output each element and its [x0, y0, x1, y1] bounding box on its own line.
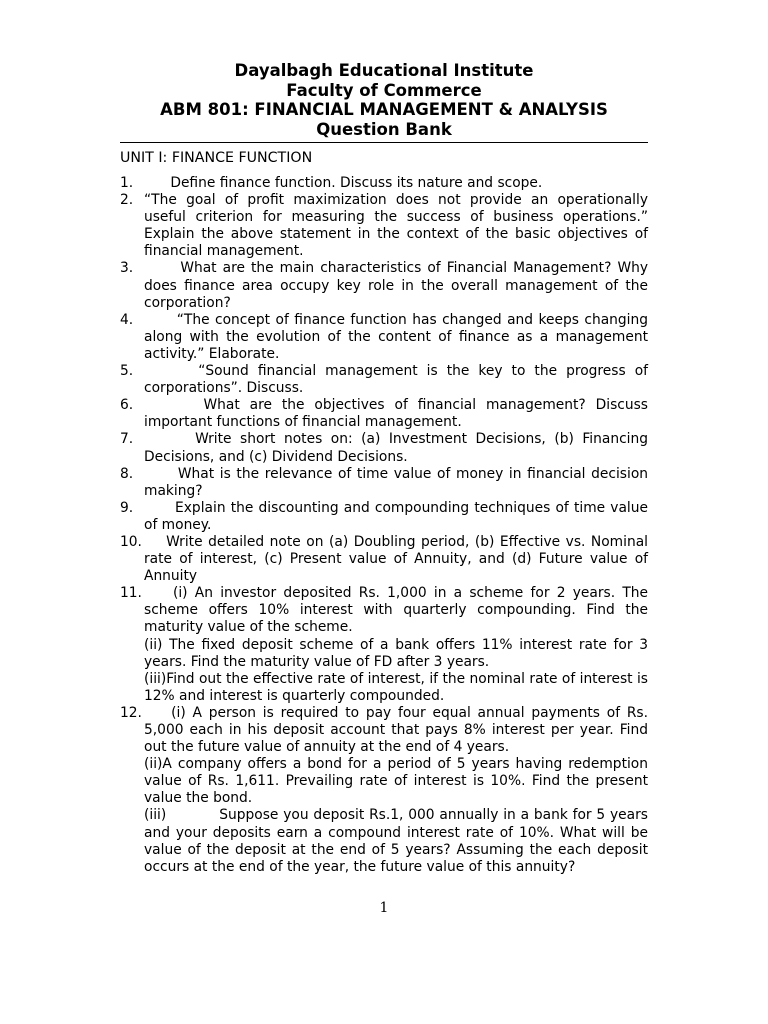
question-number: 12.: [120, 704, 142, 721]
question-item: [120, 312, 648, 363]
institute-name: Dayalbagh Educational Institute: [234, 61, 534, 80]
sub-question: (ii) The fixed deposit scheme of a bank offers 11% interest rate for 3 years. Find the maturity value of FD after 3 years.: [144, 636, 648, 670]
question-item: [120, 363, 648, 397]
sub-question: (iii) Suppose you deposit Rs.1, 000 annually in a bank for 5 years and your deposits earn a compound interest rate of 10%. What will be value of the deposit at the end of 5 years? Assuming the each deposit occurs at the end of the year, the future value of this annuity?: [144, 807, 648, 875]
question-text: (i) An investor deposited Rs. 1,000 in a scheme for 2 years. The scheme offers 10% interest with quarterly compounding. Find the maturity value of the scheme.: [144, 585, 648, 636]
unit-title: UNIT I: FINANCE FUNCTION: [120, 150, 313, 166]
question-number: 7.: [120, 431, 134, 448]
question-text: What are the objectives of financial management? Discuss important functions of financial management.: [144, 397, 648, 431]
question-text: “The concept of finance function has changed and keeps changing along with the evolution of the content of finance as a management activity.” Elaborate.: [144, 311, 648, 362]
question-item: [120, 585, 648, 705]
question-item: [120, 260, 648, 311]
question-number: 6.: [120, 397, 134, 414]
page-number: 1: [379, 900, 389, 916]
document-header: [120, 61, 648, 139]
question-number: 9.: [120, 499, 134, 516]
document-type: Question Bank: [316, 119, 452, 139]
question-item: [120, 192, 648, 260]
question-text: Define finance function. Discuss its nature and scope.: [144, 175, 543, 191]
question-item: [120, 534, 648, 585]
question-item: [120, 500, 648, 534]
question-number: 2.: [120, 192, 134, 209]
course-title: ABM 801: FINANCIAL MANAGEMENT & ANALYSIS: [160, 100, 608, 120]
question-number: 11.: [120, 585, 142, 602]
question-text: (i) A person is required to pay four equal annual payments of Rs. 5,000 each in his deposit account that pays 8% interest per year. Find out the future value of annuity at the end of 4 years.: [144, 704, 648, 756]
sub-question: (ii)A company offers a bond for a period of 5 years having redemption value of Rs. 1,611. Prevailing rate of interest is 10%. Find the present value the bond.: [144, 756, 648, 807]
question-number: 10.: [120, 533, 142, 550]
question-item: [120, 431, 648, 465]
question-text: What are the main characteristics of Financial Management? Why does finance area occupy key role in the overall management of the corporation?: [144, 260, 648, 311]
question-text: Write detailed note on (a) Doubling period, (b) Effective vs. Nominal rate of interest, (c) Present value of Annuity, and (d) Future value of Annuity: [144, 533, 648, 585]
question-item: [120, 705, 648, 876]
header-divider: [120, 142, 648, 143]
faculty-name: Faculty of Commerce: [286, 80, 482, 100]
question-number: 3.: [120, 260, 134, 277]
question-text: Explain the discounting and compounding techniques of time value of money.: [144, 499, 648, 533]
question-text: “The goal of profit maximization does not provide an operationally useful criterion for measuring the success of business operations.” Explain the above statement in the context of the basic objectives of financial management.: [144, 192, 648, 260]
question-list: [120, 175, 648, 876]
question-number: 4.: [120, 311, 134, 328]
question-item: [120, 466, 648, 500]
question-item: [120, 175, 648, 192]
question-number: 1.: [120, 175, 134, 191]
question-number: 5.: [120, 363, 134, 380]
question-text: What is the relevance of time value of money in financial decision making?: [144, 465, 648, 499]
question-number: 8.: [120, 465, 134, 482]
question-text: “Sound financial management is the key to the progress of corporations”. Discuss.: [144, 363, 648, 397]
sub-question: (iii)Find out the effective rate of interest, if the nominal rate of interest is 12% and interest is quarterly compounded.: [144, 670, 648, 704]
question-item: [120, 397, 648, 431]
question-text: Write short notes on: (a) Investment Decisions, (b) Financing Decisions, and (c) Dividend Decisions.: [144, 431, 648, 465]
